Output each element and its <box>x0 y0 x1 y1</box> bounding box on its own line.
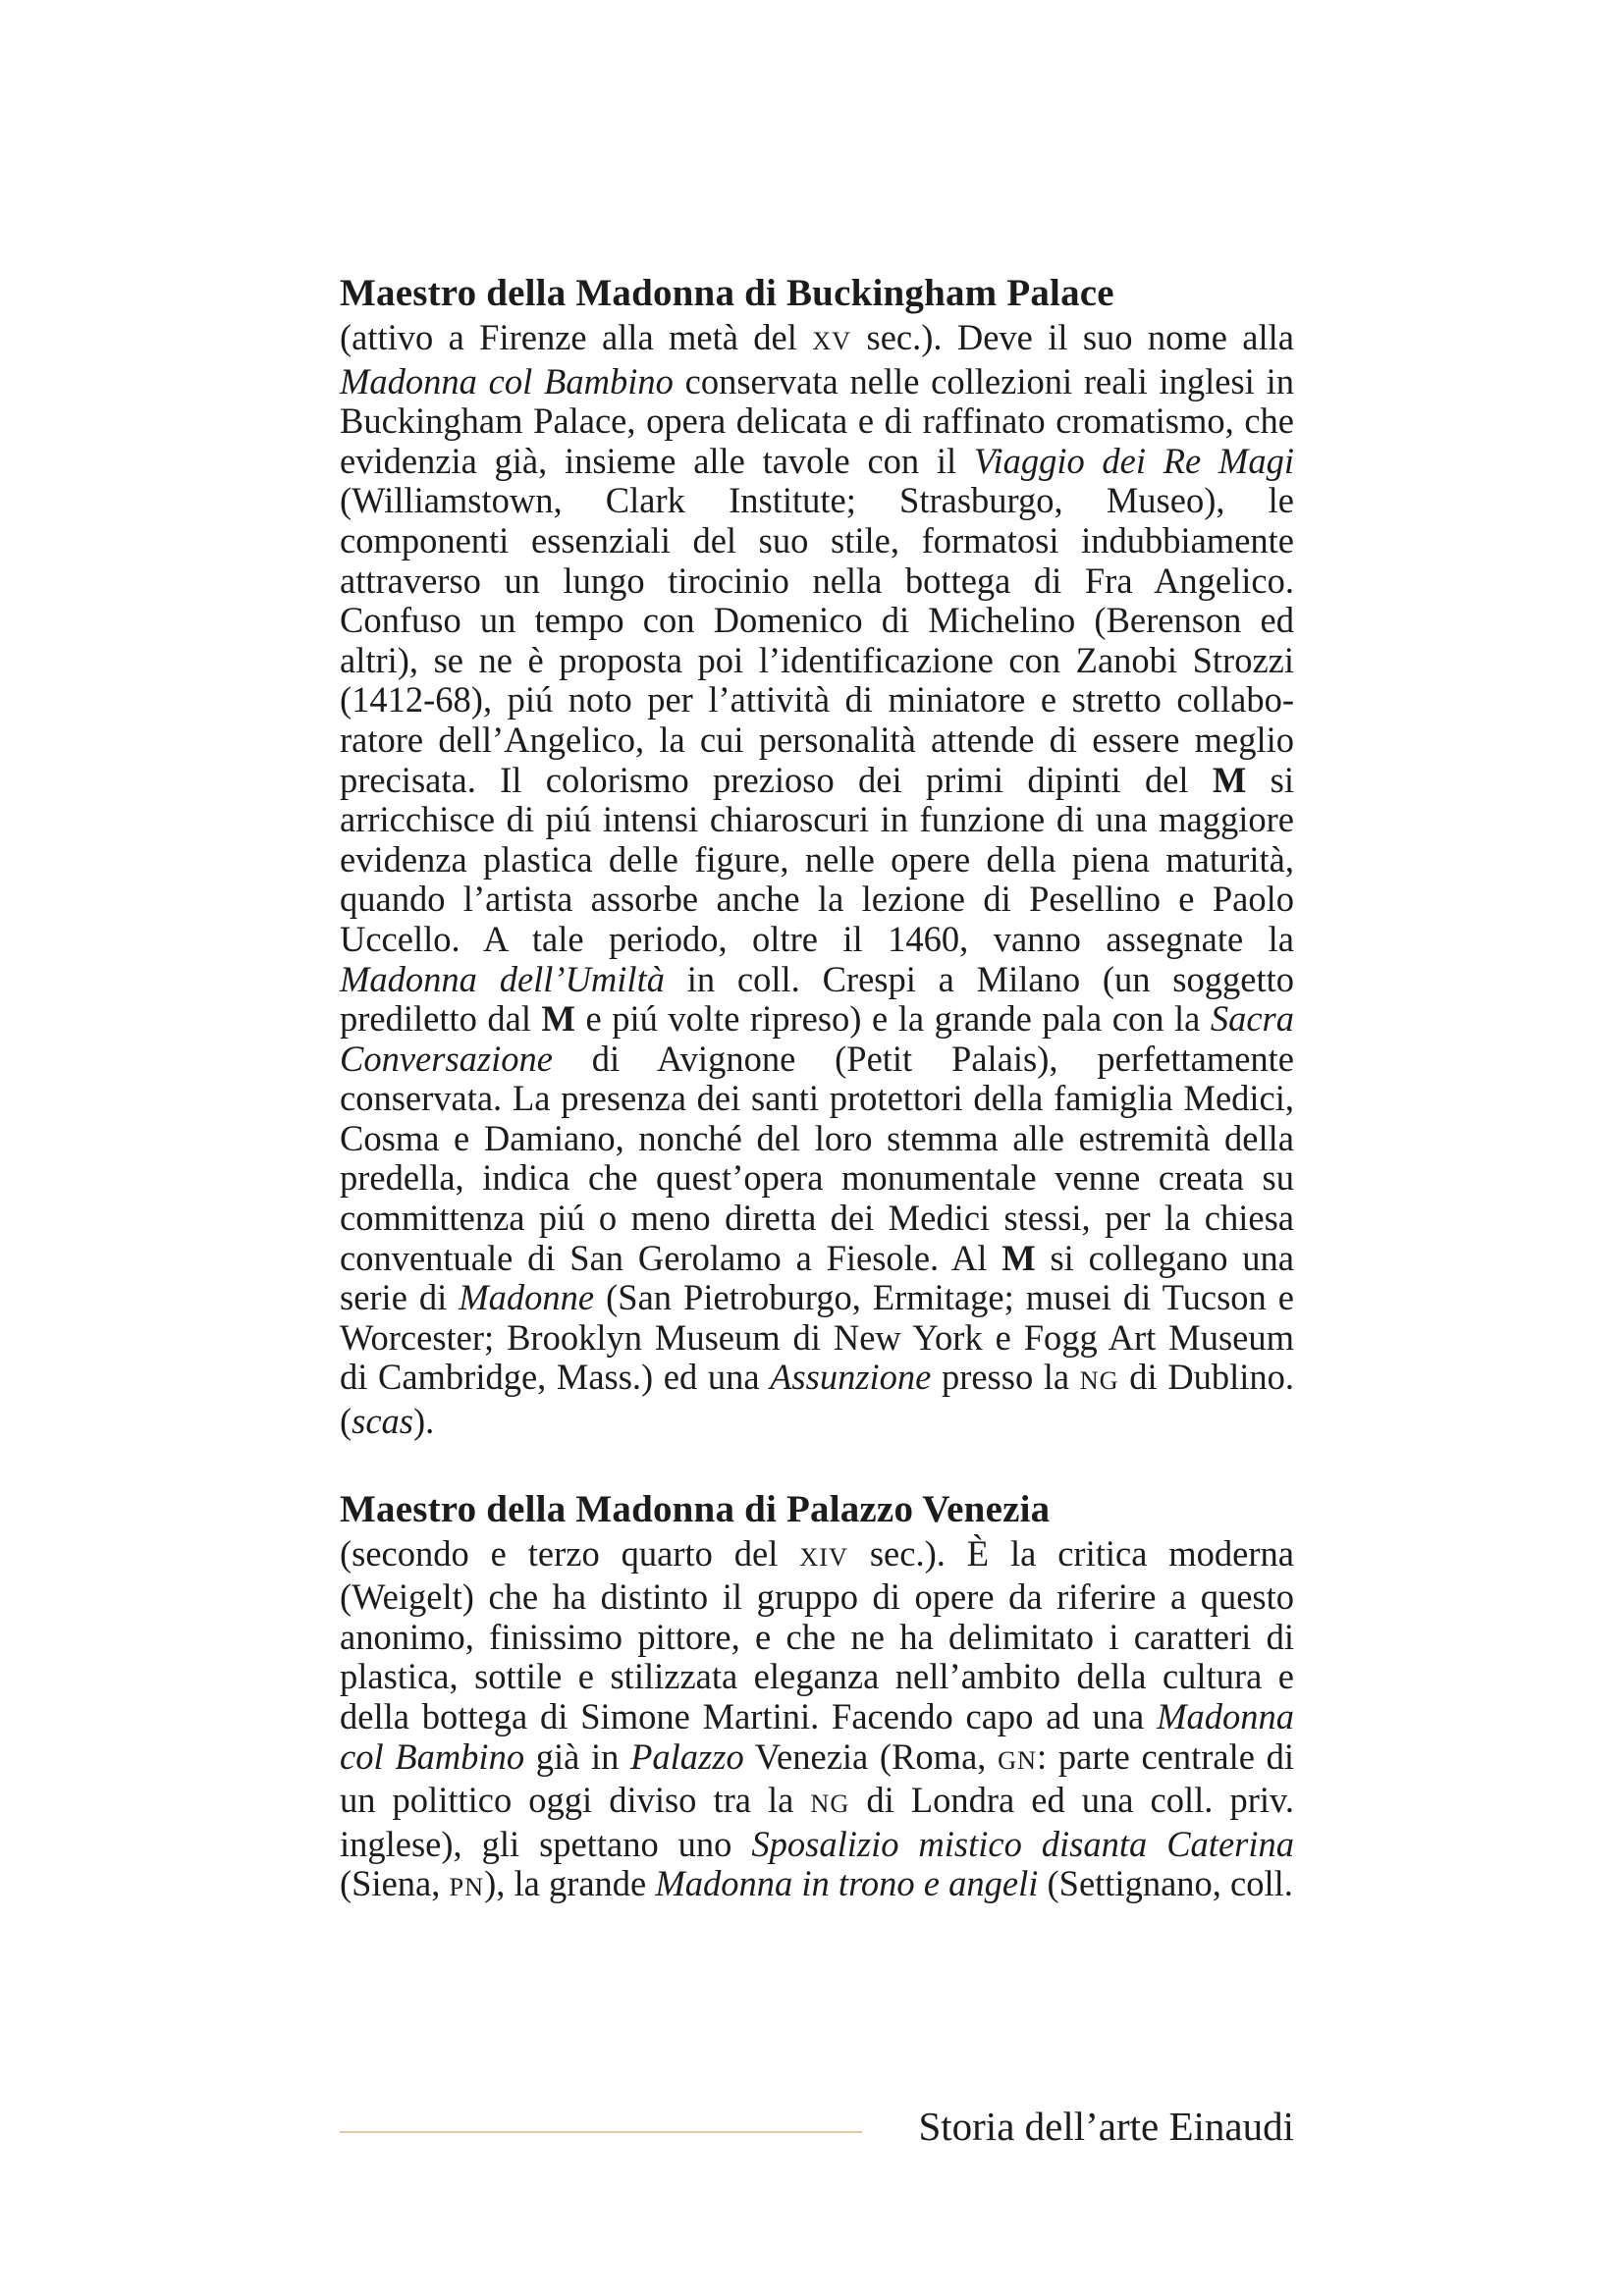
entry-heading: Maestro della Madonna di Buckingham Palace <box>340 272 1114 314</box>
small-caps-text: PN <box>449 1873 485 1902</box>
italic-text: Viaggio dei Re Magi <box>973 440 1294 481</box>
page-footer <box>340 2101 1294 2160</box>
italic-text: Assunzione <box>770 1357 932 1398</box>
small-caps-text: XV <box>812 327 852 355</box>
bold-text: M <box>541 998 575 1040</box>
footer-publication-title: Storia dell’arte Einaudi <box>918 2104 1294 2149</box>
italic-text: scas <box>352 1401 414 1442</box>
italic-text: Palazzo <box>630 1735 744 1777</box>
italic-text: Madonna dell’Umiltà <box>340 958 665 999</box>
italic-text: Madonne <box>459 1277 595 1318</box>
entry-palazzo-venezia <box>340 1489 1294 1908</box>
text-column <box>340 273 1294 1908</box>
italic-text: Madonna col Bambino <box>340 1696 1294 1777</box>
italic-text: Madonna col Bambino <box>340 360 674 401</box>
italic-text: Madonna in trono e angeli <box>655 1863 1039 1904</box>
italic-text: Sacra Conversazione <box>340 998 1294 1079</box>
entry-body: (attivo a Firenze alla metà del XV sec.). Deve il suo nome alla Madonna col Bambino conservata nelle collezioni reali inglesi in Buckingham Palace, opera delicata e di raffinato cromatismo, che evidenzia già, insieme alle tavole con il Viaggio dei Re Magi (Williamstown, Clark Institute; Strasburgo, Museo), le componenti essenziali del suo stile, formatosi indubbiamente attraverso un lungo tirocinio nella bottega di Fra Angelico. Confuso un tempo con Domenico di Michelino (Berenson ed altri), se ne è proposta poi l’identificazione con Zanobi Strozzi (1412-68), piú noto per l’attività di miniatore e stretto collaboratore dell’Angelico, la cui personalità attende di essere meglio precisata. Il colorismo prezioso dei primi dipinti del M si arricchisce di piú intensi chiaroscuri in funzione di una maggiore evidenza plastica delle figure, nelle opere della piena maturità, quando l’artista assorbe anche la lezione di Pesellino e Paolo Uccello. A tale periodo, oltre il 1460, vanno assegnate la Madonna dell’Umiltà in coll. Crespi a Milano (un soggetto prediletto dal M e piú volte ripreso) e la grande pala con la Sacra Conversazione di Avignone (Petit Palais), perfettamente conservata. La presenza dei santi protettori della famiglia Medici, Cosma e Damiano, nonché del loro stemma alle estremità della predella, indica che quest’opera monumentale venne creata su committenza piú o meno diretta dei Medici stessi, per la chiesa conventuale di San Gerolamo a Fiesole. Al M si collegano una serie di Madonne (San Pietroburgo, Ermitage; musei di Tucson e Worcester; Brooklyn Museum di New York e Fogg Art Museum di Cambridge, Mass.) ed una Assunzione presso la NG di Dublino. (scas). <box>340 317 1294 1442</box>
small-caps-text: NG <box>810 1789 850 1819</box>
entry-heading: Maestro della Madonna di Palazzo Venezia <box>340 1487 1051 1530</box>
entry-body: (secondo e terzo quarto del XIV sec.). È la critica moderna (Weigelt) che ha distinto il gruppo di opere da riferire a questo anonimo, finissimo pittore, e che ne ha delimitato i caratteri di plastica, sottile e stilizzata eleganza nell’ambito della cultura e della bottega di Simone Martini. Facendo capo ad una Madonna col Bambino già in Palazzo Venezia (Roma, GN: parte centrale di un polittico oggi diviso tra la NG di Londra ed una coll. priv. inglese), gli spettano uno Sposalizio mistico disanta Caterina (Siena, PN), la grande Madonna in trono e angeli (Settignano, coll. <box>340 1532 1295 1904</box>
small-caps-text: GN <box>998 1745 1038 1775</box>
bold-text: M <box>1001 1237 1036 1278</box>
footer-rule <box>340 2131 862 2133</box>
small-caps-text: XIV <box>799 1542 848 1572</box>
entry-buckingham-palace <box>340 273 1294 1442</box>
italic-text: Sposalizio mistico disanta Caterina <box>751 1823 1294 1864</box>
bold-text: M <box>1212 759 1247 800</box>
small-caps-text: NG <box>1079 1366 1119 1396</box>
